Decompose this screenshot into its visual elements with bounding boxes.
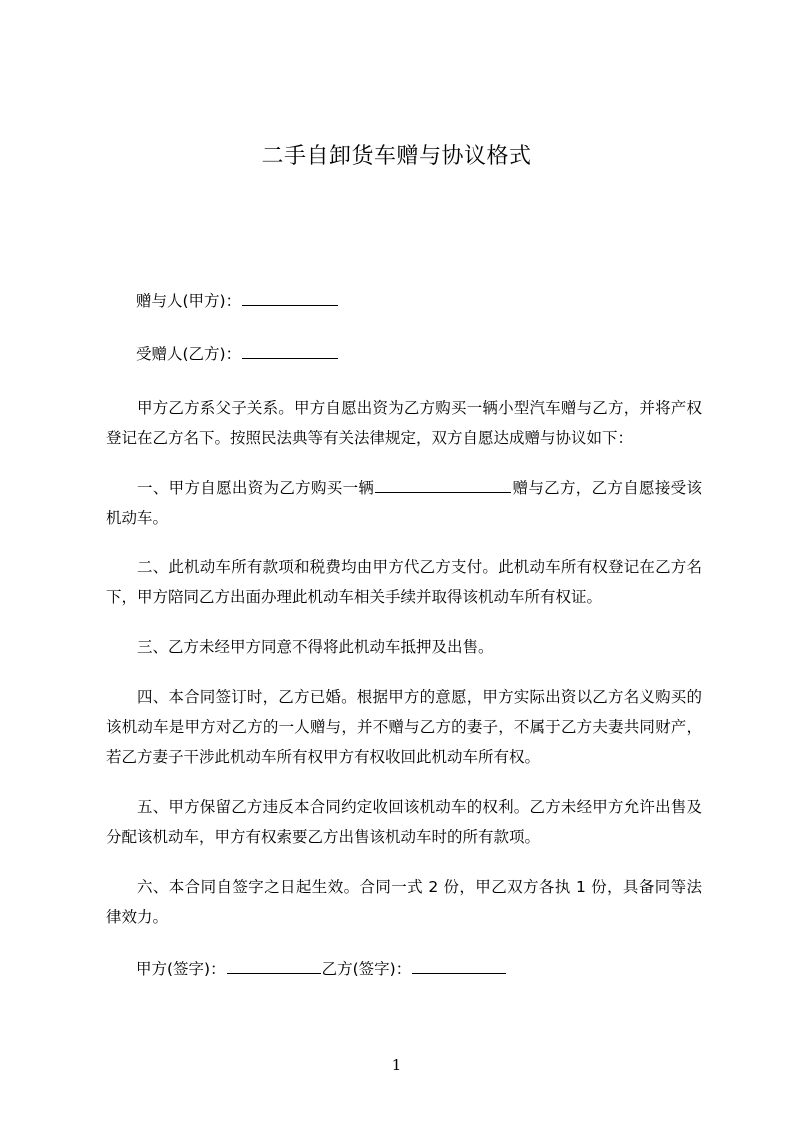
donor-line: [136, 286, 702, 316]
donor-name-blank[interactable]: [242, 289, 338, 306]
clause-6: 六、本合同自签字之日起生效。合同一式 2 份，甲乙双方各执 1 份，具备同等法律效力。: [106, 878, 702, 926]
signature-line: [136, 954, 702, 984]
clause-2: 二、此机动车所有款项和税费均由甲方代乙方支付。此机动车所有权登记在乙方名下，甲方陪同乙方出面办理此机动车相关手续并取得该机动车所有权证。: [106, 558, 702, 606]
intro-paragraph: 甲方乙方系父子关系。甲方自愿出资为乙方购买一辆小型汽车赠与乙方，并将产权登记在乙方名下。按照民法典等有关法律规定，双方自愿达成赠与协议如下：: [106, 399, 702, 447]
clause-3: 三、乙方未经甲方同意不得将此机动车抵押及出售。: [137, 638, 494, 656]
party-a-signature-blank[interactable]: [227, 957, 321, 974]
party-b-signature-blank[interactable]: [412, 957, 506, 974]
clause-1-text-end: 赠与乙方，乙方自愿接受该机动车。: [106, 479, 702, 527]
page-number: 1: [391, 1056, 402, 1074]
document-title: 二手自卸货车赠与协议格式: [261, 144, 532, 169]
vehicle-model-blank[interactable]: [375, 476, 511, 493]
clause-5: 五、甲方保留乙方违反本合同约定收回该机动车的权利。乙方未经甲方允许出售及分配该机动车，甲方有权索要乙方出售该机动车时的所有款项。: [106, 798, 702, 846]
clause-1: [106, 473, 702, 533]
party-b-signature-label: 乙方(签字)：: [321, 960, 412, 978]
party-a-signature-label: 甲方(签字)：: [136, 960, 226, 978]
donee-name-blank[interactable]: [242, 342, 338, 359]
donee-line: [136, 339, 702, 369]
clause-4: 四、本合同签订时，乙方已婚。根据甲方的意愿，甲方实际出资以乙方名义购买的该机动车是甲方对乙方的一人赠与，并不赠与乙方的妻子，不属于乙方夫妻共同财产，若乙方妻子干涉此机动车所有权甲方有权收回此机动车所有权。: [106, 688, 702, 766]
donee-label: 受赠人(乙方)：: [136, 345, 242, 363]
clause-1-text-start: 一、甲方自愿出资为乙方购买一辆: [137, 479, 375, 497]
donor-label: 赠与人(甲方)：: [136, 292, 242, 310]
